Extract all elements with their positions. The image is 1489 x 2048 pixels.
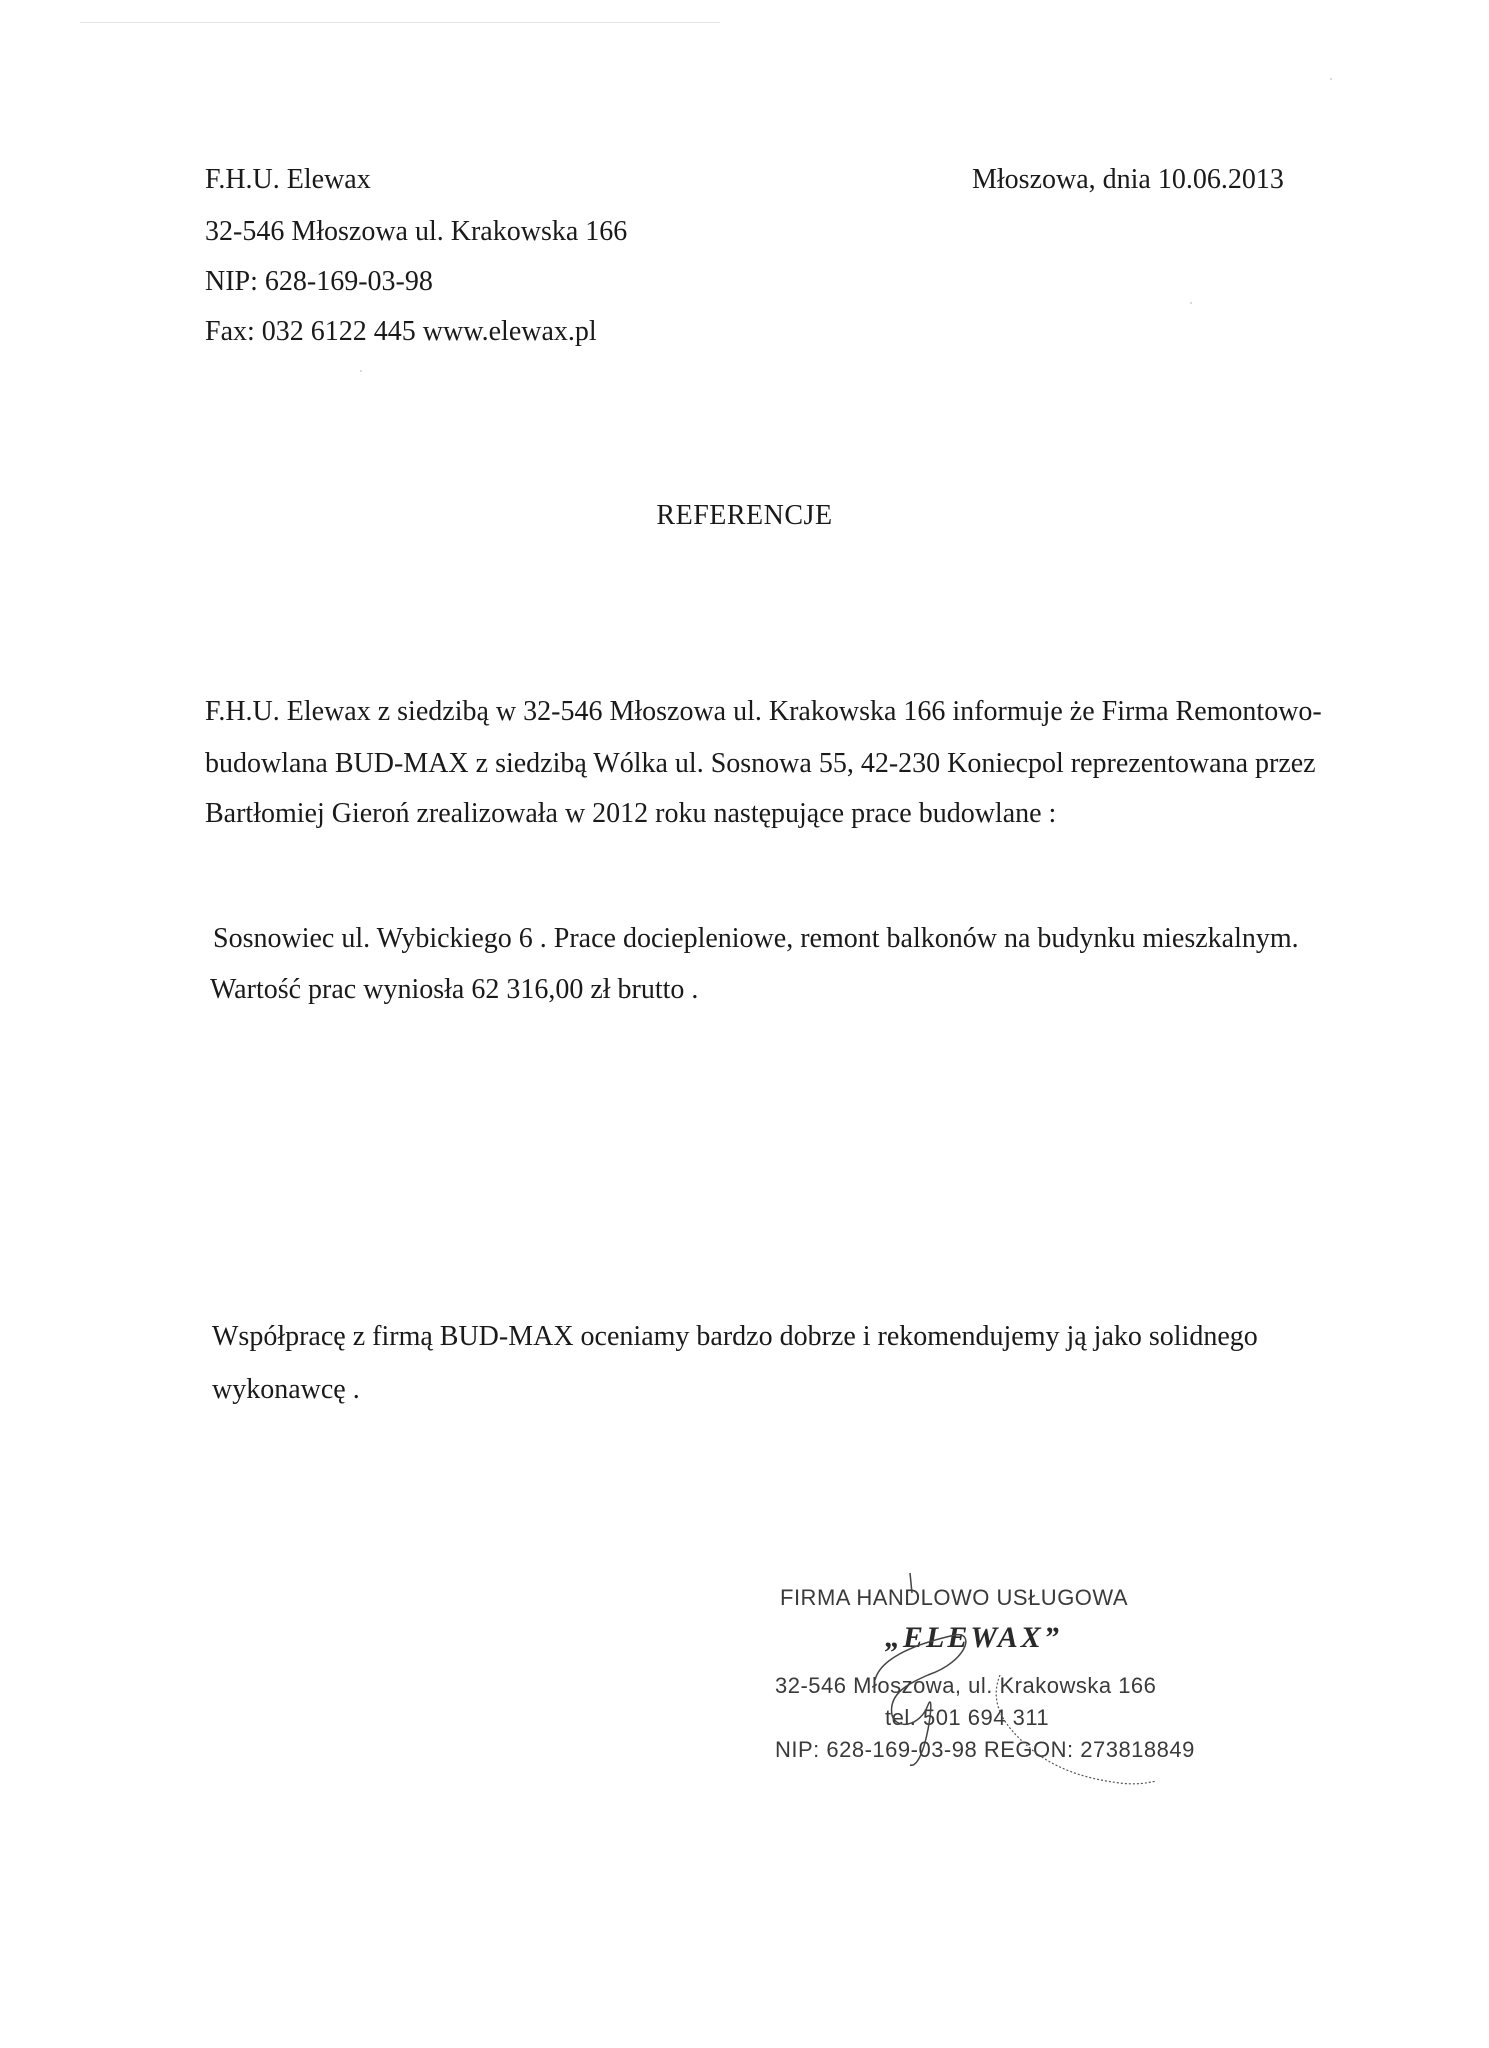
signature-mark	[760, 1565, 1220, 1805]
stamp-address: 32-546 Młoszowa, ul. Krakowska 166	[775, 1673, 1157, 1698]
work-line: Sosnowiec ul. Wybickiego 6 . Prace dociepleniowe, remont balkonów na budynku mieszkalnym.	[213, 923, 1299, 954]
sender-nip: NIP: 628-169-03-98	[205, 266, 433, 297]
sender-fax: Fax: 032 6122 445 www.elewax.pl	[205, 316, 597, 347]
work-line: Wartość prac wyniosła 62 316,00 zł brutto .	[210, 974, 699, 1005]
stamp-company-name: „ELEWAX”	[885, 1621, 1062, 1654]
sender-company: F.H.U. Elewax	[205, 164, 371, 195]
intro-line: F.H.U. Elewax z siedzibą w 32-546 Młoszowa ul. Krakowska 166 informuje że Firma Remontowo-	[205, 696, 1322, 727]
scan-speck	[360, 370, 362, 372]
scan-speck	[1330, 78, 1332, 80]
document-title: REFERENCJE	[656, 500, 833, 531]
closing-line: wykonawcę .	[212, 1374, 360, 1405]
company-stamp	[760, 1565, 1220, 1805]
intro-line: Bartłomiej Gieroń zrealizowała w 2012 roku następujące prace budowlane :	[205, 798, 1057, 829]
closing-line: Współpracę z firmą BUD-MAX oceniamy bardzo dobrze i rekomendujemy ją jako solidnego	[212, 1321, 1258, 1352]
scan-speck	[1190, 302, 1192, 304]
scan-edge-line	[80, 22, 720, 23]
stamp-phone: tel. 501 694 311	[885, 1705, 1050, 1730]
intro-line: budowlana BUD-MAX z siedzibą Wólka ul. Sosnowa 55, 42-230 Koniecpol reprezentowana przez	[205, 748, 1316, 779]
place-date: Młoszowa, dnia 10.06.2013	[972, 164, 1284, 195]
sender-address: 32-546 Młoszowa ul. Krakowska 166	[205, 216, 628, 247]
stamp-nip-regon: NIP: 628-169-03-98 REGON: 273818849	[775, 1737, 1195, 1762]
stamp-line-company-type: FIRMA HANDLOWO USŁUGOWA	[780, 1585, 1129, 1610]
